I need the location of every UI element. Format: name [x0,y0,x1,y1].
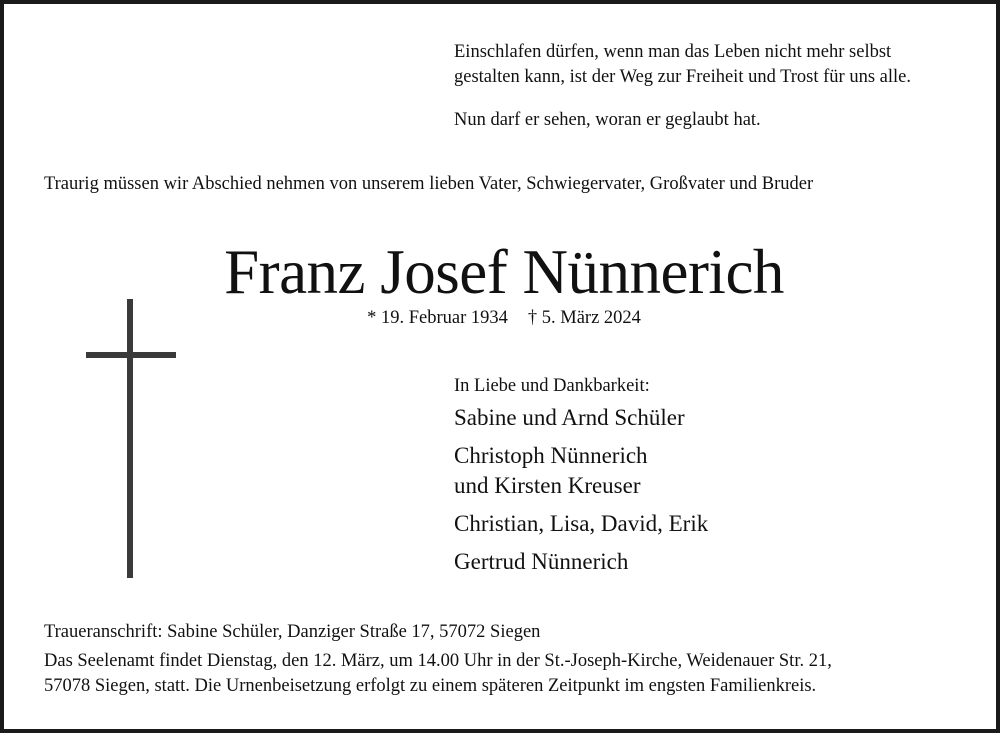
service-info-line: Das Seelenamt findet Dienstag, den 12. März, um 14.00 Uhr in der St.-Joseph-Kirche, Weidenauer Str. 21, [44,651,832,671]
death-date: † 5. März 2024 [527,308,641,328]
cross-horizontal-bar [86,352,176,358]
footer-info [44,620,832,699]
intro-text: Traurig müssen wir Abschied nehmen von unserem lieben Vater, Schwiegervater, Großvater und Bruder [44,174,814,194]
cross-vertical-bar [127,299,133,578]
deceased-name: Franz Josef Nünnerich [224,237,784,307]
mourner-group [454,547,708,577]
mourner-name: Sabine und Arnd Schüler [454,405,685,430]
quote-line: Nun darf er sehen, woran er geglaubt hat. [454,110,761,130]
quote-line: gestalten kann, ist der Weg zur Freiheit und Trost für uns alle. [454,67,911,87]
quote-block [454,40,911,133]
mourner-name: Gertrud Nünnerich [454,549,629,574]
mourners-label: In Liebe und Dankbarkeit: [454,376,650,396]
quote-line: Einschlafen dürfen, wenn man das Leben nicht mehr selbst [454,42,892,62]
mourner-name: und Kirsten Kreuser [454,473,641,498]
mourner-group [454,403,708,433]
mourner-name: Christian, Lisa, David, Erik [454,511,709,536]
mourners-block [454,375,708,585]
mourner-name: Christoph Nünnerich [454,443,648,468]
service-info-line: 57078 Siegen, statt. Die Urnenbeisetzung erfolgt zu einem späteren Zeitpunkt im engsten Familienkreis. [44,676,817,696]
mourner-group [454,509,708,539]
mourner-group [454,441,708,501]
birth-date: * 19. Februar 1934 [367,308,508,328]
mourning-address: Traueranschrift: Sabine Schüler, Danziger Straße 17, 57072 Siegen [44,622,541,642]
life-dates [4,308,1000,329]
